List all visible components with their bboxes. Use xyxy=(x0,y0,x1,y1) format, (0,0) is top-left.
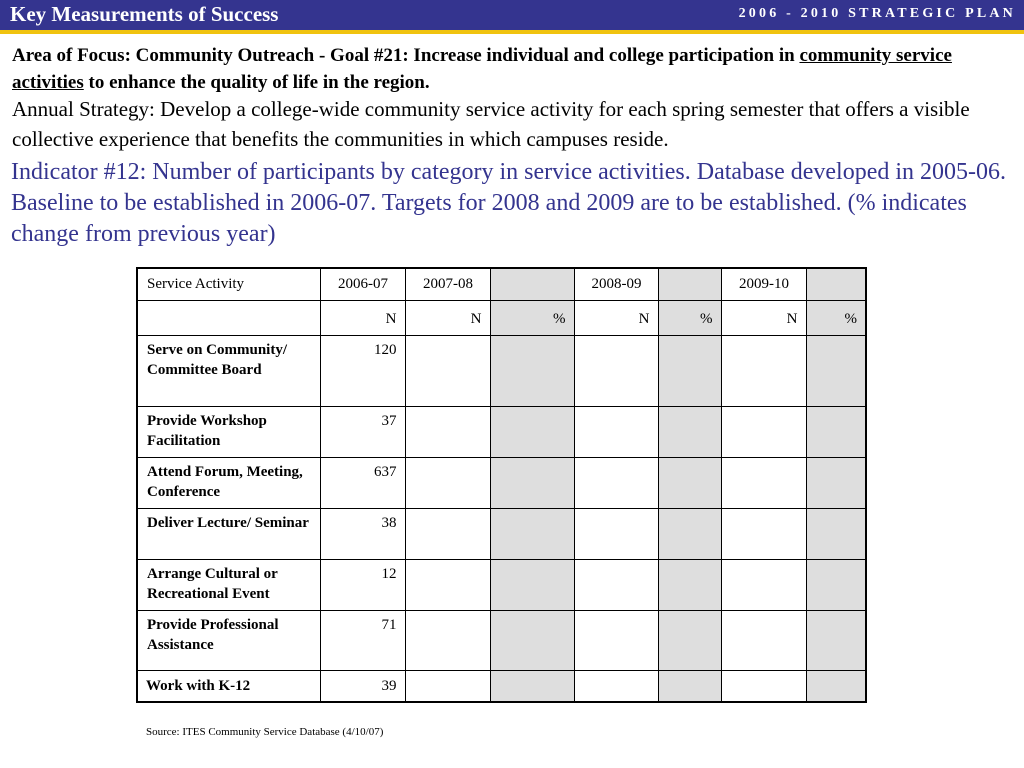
empty-cell xyxy=(658,458,721,509)
empty-cell xyxy=(721,407,806,458)
empty-cell xyxy=(806,458,866,509)
page-title: Key Measurements of Success xyxy=(10,2,279,26)
focus-text-end: to enhance the quality of life in the region. xyxy=(83,72,430,93)
table-row xyxy=(137,560,866,611)
empty-cell xyxy=(405,336,490,407)
empty-cell xyxy=(405,509,490,560)
subheader-cell: N xyxy=(320,301,405,336)
table-row xyxy=(137,509,866,560)
empty-cell xyxy=(405,560,490,611)
activity-cell: Provide Professional Assistance xyxy=(137,611,320,671)
activity-cell: Deliver Lecture/ Seminar xyxy=(137,509,320,560)
subheader-cell: N xyxy=(721,301,806,336)
empty-cell xyxy=(721,611,806,671)
empty-cell xyxy=(658,407,721,458)
activity-cell: Attend Forum, Meeting, Conference xyxy=(137,458,320,509)
indicator-text: Indicator #12: Number of participants by category in service activities. Database developed in 2005-06. Baseline to be established in 2006-07. Targets for 2008 and 2009 are to be established. (% indicates change from previous year) xyxy=(11,159,1007,247)
empty-cell xyxy=(806,671,866,702)
empty-cell xyxy=(806,611,866,671)
header-banner xyxy=(0,0,1024,30)
empty-cell xyxy=(574,671,658,702)
table-row xyxy=(137,336,866,407)
subheader-cell: % xyxy=(490,301,574,336)
focus-text: Area of Focus: Community Outreach - Goal #21: Increase individual and college participation in xyxy=(12,45,800,66)
empty-cell xyxy=(574,336,658,407)
empty-cell xyxy=(721,560,806,611)
header-cell: 2009-10 xyxy=(721,268,806,301)
subheader-cell: % xyxy=(658,301,721,336)
table-row xyxy=(137,671,866,702)
empty-cell xyxy=(658,611,721,671)
header-cell: 2007-08 xyxy=(405,268,490,301)
subheader-cell: N xyxy=(574,301,658,336)
value-cell: 71 xyxy=(320,611,405,671)
subheader-cell: N xyxy=(405,301,490,336)
empty-cell xyxy=(806,407,866,458)
empty-cell xyxy=(721,458,806,509)
empty-cell xyxy=(658,671,721,702)
header-cell: 2008-09 xyxy=(574,268,658,301)
header-cell xyxy=(658,268,721,301)
empty-cell xyxy=(490,611,574,671)
empty-cell xyxy=(405,611,490,671)
subheader-cell: % xyxy=(806,301,866,336)
empty-cell xyxy=(574,509,658,560)
empty-cell xyxy=(405,671,490,702)
header-cell: 2006-07 xyxy=(320,268,405,301)
empty-cell xyxy=(574,407,658,458)
source-note: Source: ITES Community Service Database (4/10/07) xyxy=(146,726,384,738)
empty-cell xyxy=(806,560,866,611)
header-cell xyxy=(490,268,574,301)
value-cell: 12 xyxy=(320,560,405,611)
table-header-row xyxy=(137,268,866,301)
empty-cell xyxy=(721,509,806,560)
empty-cell xyxy=(490,458,574,509)
header-cell xyxy=(806,268,866,301)
plan-label: 2006 - 2010 STRATEGIC PLAN xyxy=(738,6,1016,21)
value-cell: 120 xyxy=(320,336,405,407)
empty-cell xyxy=(490,671,574,702)
activity-cell: Work with K-12 xyxy=(137,671,320,702)
table-row xyxy=(137,611,866,671)
empty-cell xyxy=(490,560,574,611)
empty-cell xyxy=(721,671,806,702)
empty-cell xyxy=(574,611,658,671)
table-row xyxy=(137,458,866,509)
subheader-cell xyxy=(137,301,320,336)
empty-cell xyxy=(721,336,806,407)
area-of-focus xyxy=(12,42,1017,96)
empty-cell xyxy=(658,560,721,611)
value-cell: 37 xyxy=(320,407,405,458)
empty-cell xyxy=(490,407,574,458)
table-subheader-row xyxy=(137,301,866,336)
header-cell: Service Activity xyxy=(137,268,320,301)
annual-strategy: Annual Strategy: Develop a college-wide community service activity for each spring semester that offers a visible collective experience that benefits the communities in which campuses reside. xyxy=(12,97,970,151)
empty-cell xyxy=(806,509,866,560)
activity-cell: Provide Workshop Facilitation xyxy=(137,407,320,458)
table-row xyxy=(137,407,866,458)
empty-cell xyxy=(490,509,574,560)
value-cell: 38 xyxy=(320,509,405,560)
header-divider xyxy=(0,30,1024,34)
activity-cell: Serve on Community/ Committee Board xyxy=(137,336,320,407)
service-activity-table xyxy=(136,267,867,703)
value-cell: 637 xyxy=(320,458,405,509)
empty-cell xyxy=(405,458,490,509)
empty-cell xyxy=(806,336,866,407)
empty-cell xyxy=(490,336,574,407)
focus-underlined-text: community service activities xyxy=(12,45,952,93)
empty-cell xyxy=(405,407,490,458)
empty-cell xyxy=(658,336,721,407)
activity-cell: Arrange Cultural or Recreational Event xyxy=(137,560,320,611)
empty-cell xyxy=(658,509,721,560)
value-cell: 39 xyxy=(320,671,405,702)
empty-cell xyxy=(574,458,658,509)
empty-cell xyxy=(574,560,658,611)
